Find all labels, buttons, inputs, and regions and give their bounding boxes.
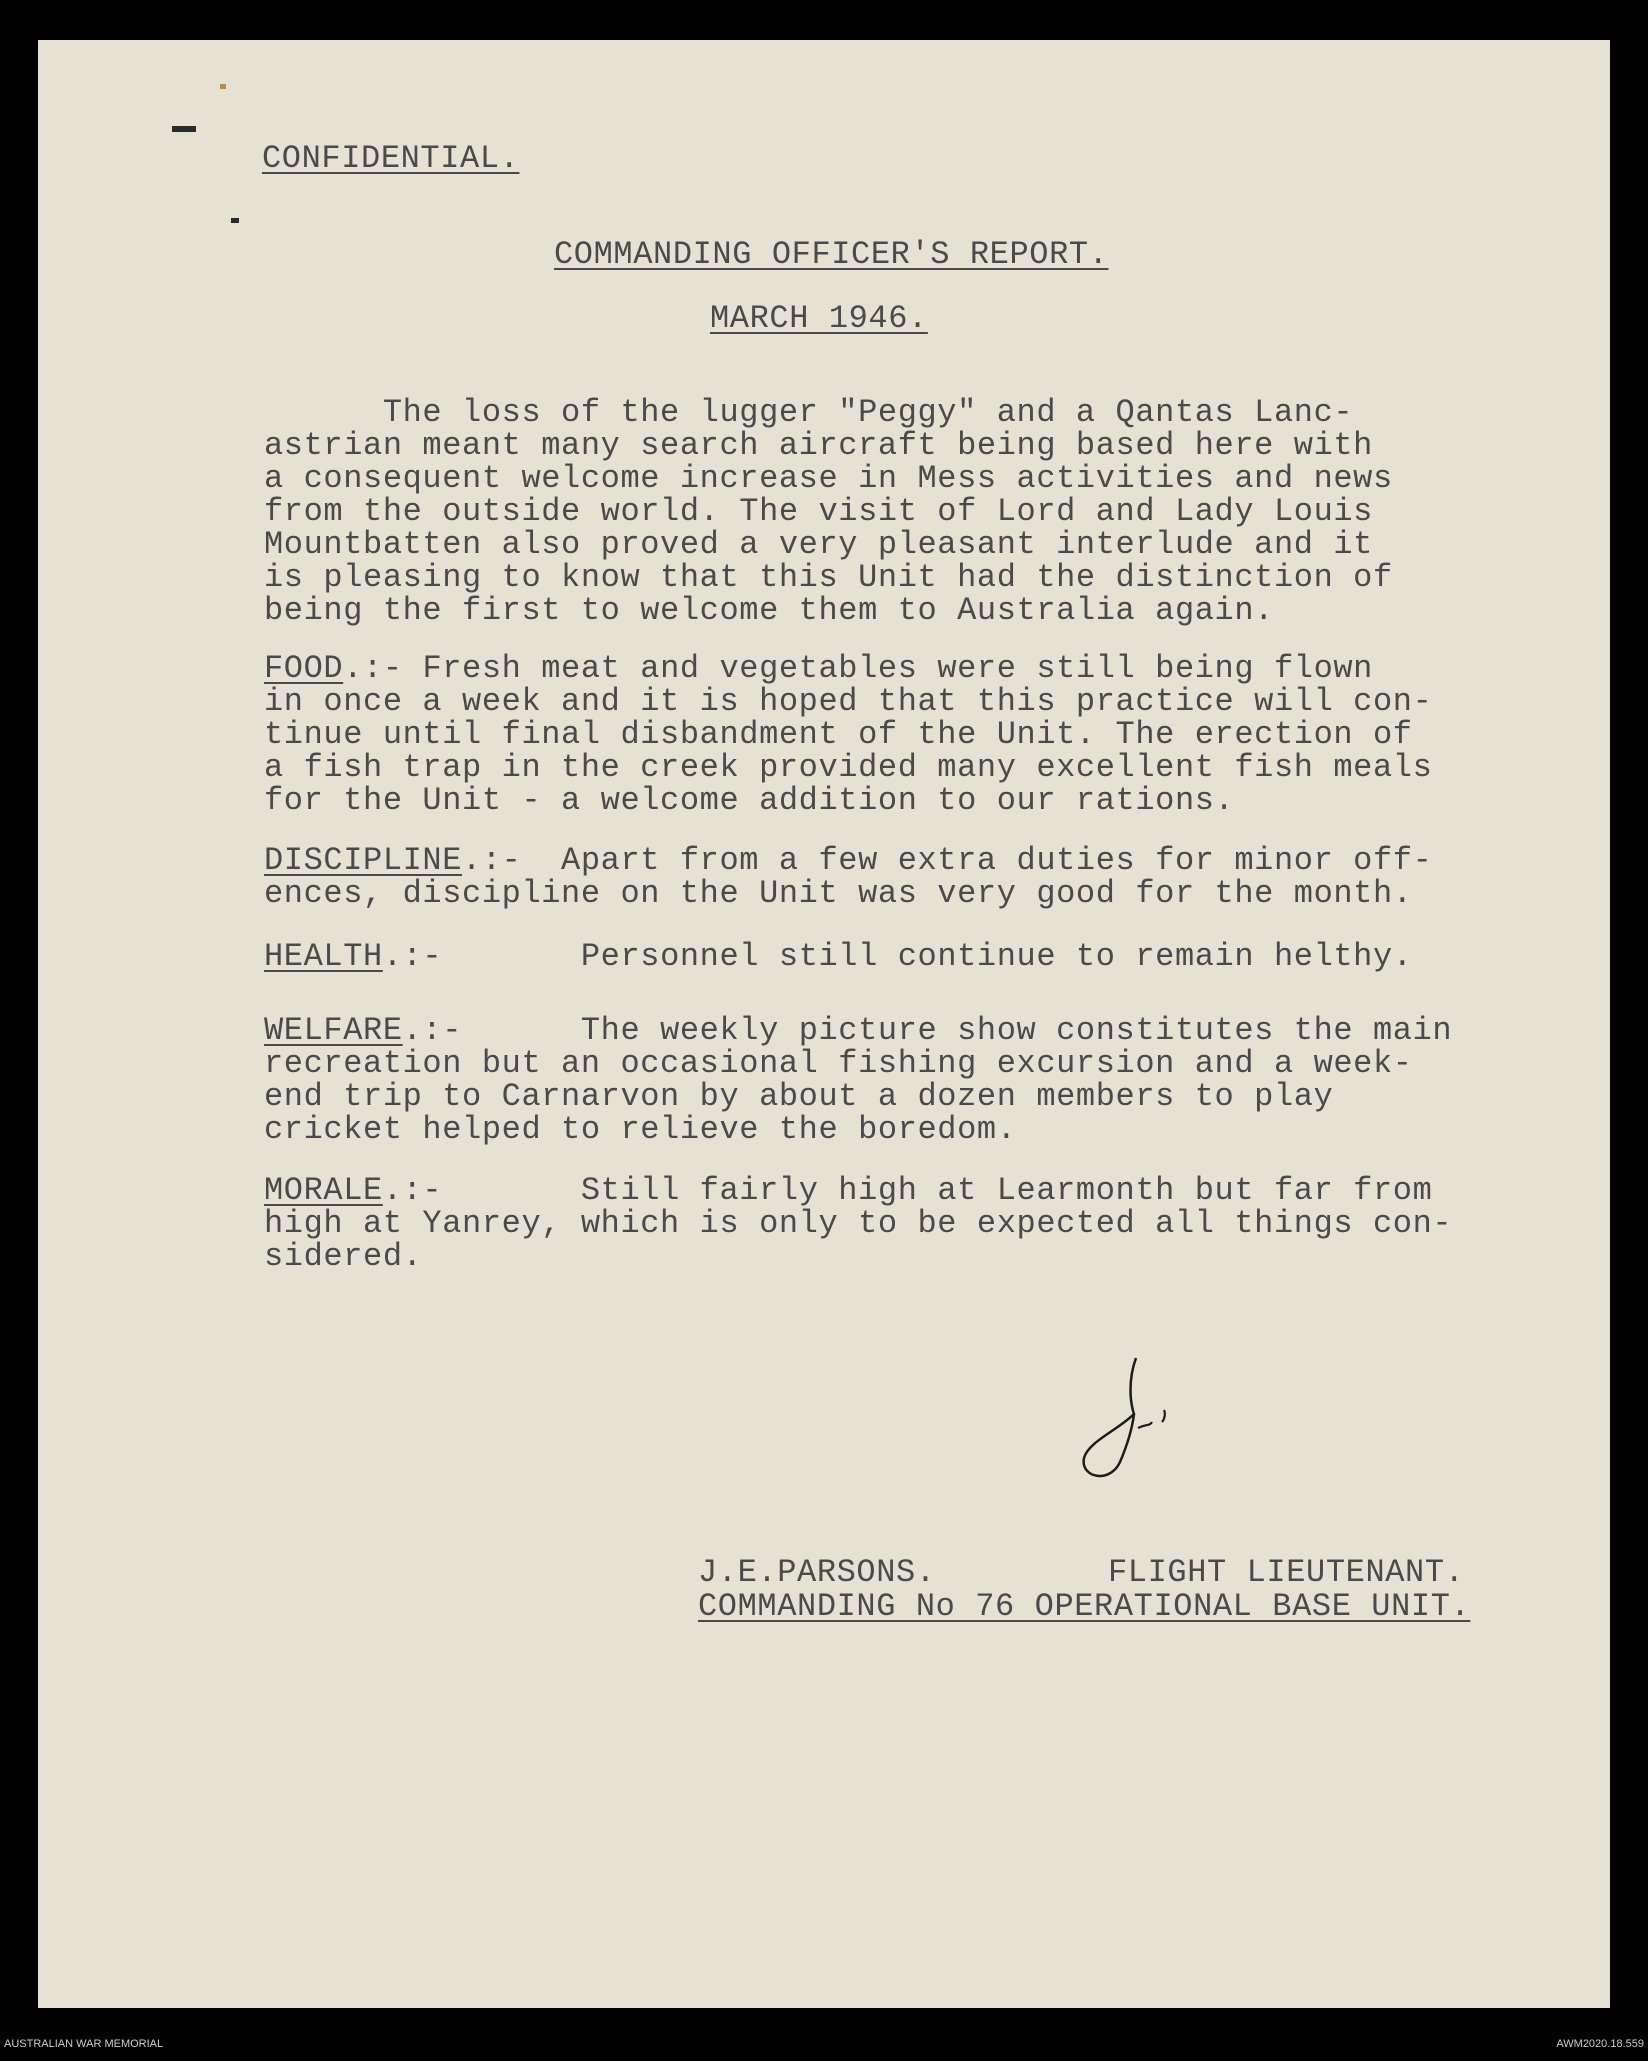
text-line: end trip to Carnarvon by about a dozen members to play — [264, 1078, 1334, 1115]
section-morale — [264, 1174, 1452, 1273]
section-discipline — [264, 844, 1432, 910]
section-heading: FOOD — [264, 650, 344, 687]
report-title: COMMANDING OFFICER'S REPORT. — [554, 236, 1109, 273]
text-line: in once a week and it is hoped that this practice will con- — [264, 683, 1433, 720]
text-line: astrian meant many search aircraft being based here with — [264, 427, 1373, 464]
text-line: Fresh meat and vegetables were still being flown — [422, 650, 1373, 687]
text-line: The loss of the lugger "Peggy" and a Qantas Lanc- — [264, 394, 1354, 431]
section-heading: WELFARE — [264, 1012, 403, 1049]
text-line: from the outside world. The visit of Lord and Lady Louis — [264, 493, 1373, 530]
section-food — [264, 652, 1432, 817]
intro-paragraph — [264, 396, 1393, 627]
text-line: is pleasing to know that this Unit had the distinction of — [264, 559, 1393, 596]
handwritten-signature — [1058, 1350, 1208, 1490]
section-heading: HEALTH — [264, 938, 383, 975]
text-line: cricket helped to relieve the boredom. — [264, 1111, 1017, 1148]
document-page — [38, 40, 1610, 2008]
footer-institution: AUSTRALIAN WAR MEMORIAL — [4, 2038, 164, 2050]
text-line: The weekly picture show constitutes the main — [580, 1012, 1453, 1049]
section-suffix: .:- — [382, 1172, 581, 1209]
footer-accession-number: AWM2020.18.559 — [1556, 2038, 1644, 2050]
signatory-rank: FLIGHT LIEUTENANT. — [1108, 1554, 1465, 1591]
paper-mark — [220, 84, 226, 89]
text-line: recreation but an occasional fishing excursion and a week- — [264, 1045, 1413, 1082]
text-line: ences, discipline on the Unit was very good for the month. — [264, 875, 1413, 912]
section-health — [264, 940, 1413, 973]
text-line: sidered. — [264, 1238, 423, 1275]
text-line: Personnel still continue to remain helthy. — [580, 938, 1413, 975]
section-suffix: .:- — [462, 842, 562, 879]
text-line: tinue until final disbandment of the Unit. The erection of — [264, 716, 1413, 753]
section-suffix: .:- — [382, 938, 581, 975]
text-line: a fish trap in the creek provided many excellent fish meals — [264, 749, 1433, 786]
signatory-command: COMMANDING No 76 OPERATIONAL BASE UNIT. — [698, 1588, 1471, 1625]
paper-mark — [172, 126, 196, 132]
paper-mark — [231, 218, 239, 223]
text-line: Mountbatten also proved a very pleasant interlude and it — [264, 526, 1373, 563]
confidential-stamp: CONFIDENTIAL. — [262, 140, 520, 177]
section-suffix: .:- — [343, 650, 423, 687]
report-date: MARCH 1946. — [710, 300, 928, 337]
text-line: Still fairly high at Learmonth but far from — [580, 1172, 1433, 1209]
section-welfare — [264, 1014, 1452, 1146]
text-line: for the Unit - a welcome addition to our rations. — [264, 782, 1235, 819]
text-line: Apart from a few extra duties for minor off- — [561, 842, 1433, 879]
text-line: a consequent welcome increase in Mess activities and news — [264, 460, 1393, 497]
section-suffix: .:- — [402, 1012, 581, 1049]
text-line: high at Yanrey, which is only to be expected all things con- — [264, 1205, 1453, 1242]
text-line: being the first to welcome them to Australia again. — [264, 592, 1274, 629]
section-heading: DISCIPLINE — [264, 842, 463, 879]
signatory-name: J.E.PARSONS. — [698, 1554, 936, 1591]
section-heading: MORALE — [264, 1172, 383, 1209]
